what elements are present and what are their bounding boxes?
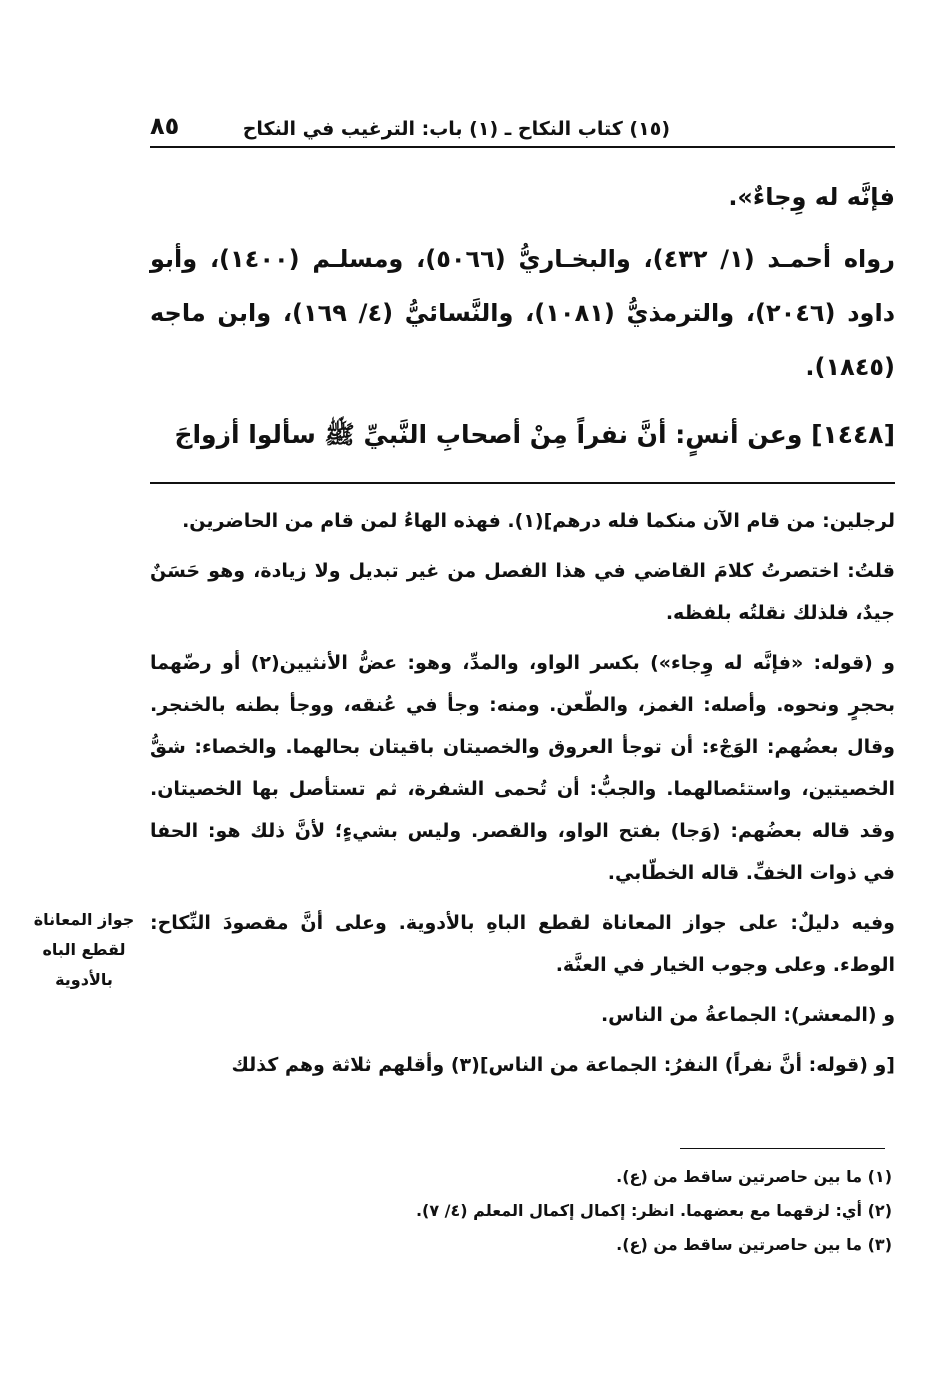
footnotes — [150, 1160, 892, 1262]
footnote-3: (٣) ما بين حاصرتين ساقط من (ع). — [616, 1235, 892, 1254]
footnote-1: (١) ما بين حاصرتين ساقط من (ع). — [616, 1167, 892, 1186]
commentary-paragraph-4: وفيه دليلٌ: على جواز المعاناة لقطع الباهِ بالأدوية. وعلى أنَّ مقصودَ النِّكاح: الوطء. وعلى وجوب الخيار في العنَّة. — [150, 912, 895, 976]
footnote-2: (٢) أي: لزقهما مع بعضهما. انظر: إكمال إكمال المعلم (٤/ ٧). — [415, 1201, 892, 1220]
main-text-separator — [150, 482, 895, 484]
takhrij-paragraph: رواه أحمـد (١/ ٤٣٢)، والبخـاريُّ (٥٠٦٦)، ومسلـم (١٤٠٠)، وأبو داود (٢٠٤٦)، والترمذيُّ (١٠٨١)، والنَّسائيُّ (٤/ ١٦٩)، وابن ماجه (١٨٤٥). — [150, 245, 896, 381]
running-title: (١٥) كتاب النكاح ـ (١) باب: الترغيب في النكاح — [242, 118, 670, 140]
footnote-separator — [680, 1148, 885, 1149]
commentary-paragraph-1: لرجلين: من قام الآن منكما فله درهم](١). فهذه الهاءُ لمن قام من الحاضرين. — [182, 510, 895, 532]
page-header — [150, 112, 895, 148]
hadith-ending: فإنَّه له وِجاءٌ». — [728, 183, 895, 211]
margin-note: جواز المعاناة لقطع الباه بالأدوية — [33, 910, 135, 989]
commentary-paragraph-2: قلتُ: اختصرتُ كلامَ القاضي في هذا الفصل من غير تبديل ولا زيادة، وهو حَسَنٌ جيدٌ، فلذلك نقلتُه بلفظه. — [150, 560, 895, 624]
commentary-paragraph-6: [و (قوله: أنَّ نفراً) النفرُ: الجماعة من الناس](٣) وأقلهم ثلاثة وهم كذلك — [231, 1054, 895, 1076]
commentary-paragraph-5: و (المعشر): الجماعةُ من الناس. — [600, 1004, 895, 1026]
commentary-paragraph-3: و (قوله: «فإنَّه له وِجاء») بكسر الواو، والمدِّ، وهو: عضُّ الأنثيين(٢) أو رضّهما بحجرٍ ونحوه. وأصله: الغمز، والطّعن. ومنه: وجأ في عُنقه، ووجأ بطنه بالخنجر. وقال بعضُهم: الوَجْء: أن توجأ العروق والخصيتان باقيتان بحالهما. والخصاء: شقُّ الخصيتين، واستئصالهما. والجبُّ: أن تُحمى الشفرة، ثم تستأصل بها الخصيتان. وقد قاله بعضُهم: (وَجا) بفتح الواو، والقصر. وليس بشيءٍ؛ لأنَّ ذلك هو: الحفا في ذوات الخفِّ. قاله الخطّابي. — [150, 652, 895, 884]
commentary-text — [150, 500, 895, 1094]
page-number: ٨٥ — [150, 112, 180, 140]
main-text — [150, 170, 895, 470]
hadith-1448: [١٤٤٨] وعن أنسٍ: أنَّ نفراً مِنْ أصحابِ النَّبيِّ ﷺ سألوا أزواجَ — [174, 420, 895, 449]
